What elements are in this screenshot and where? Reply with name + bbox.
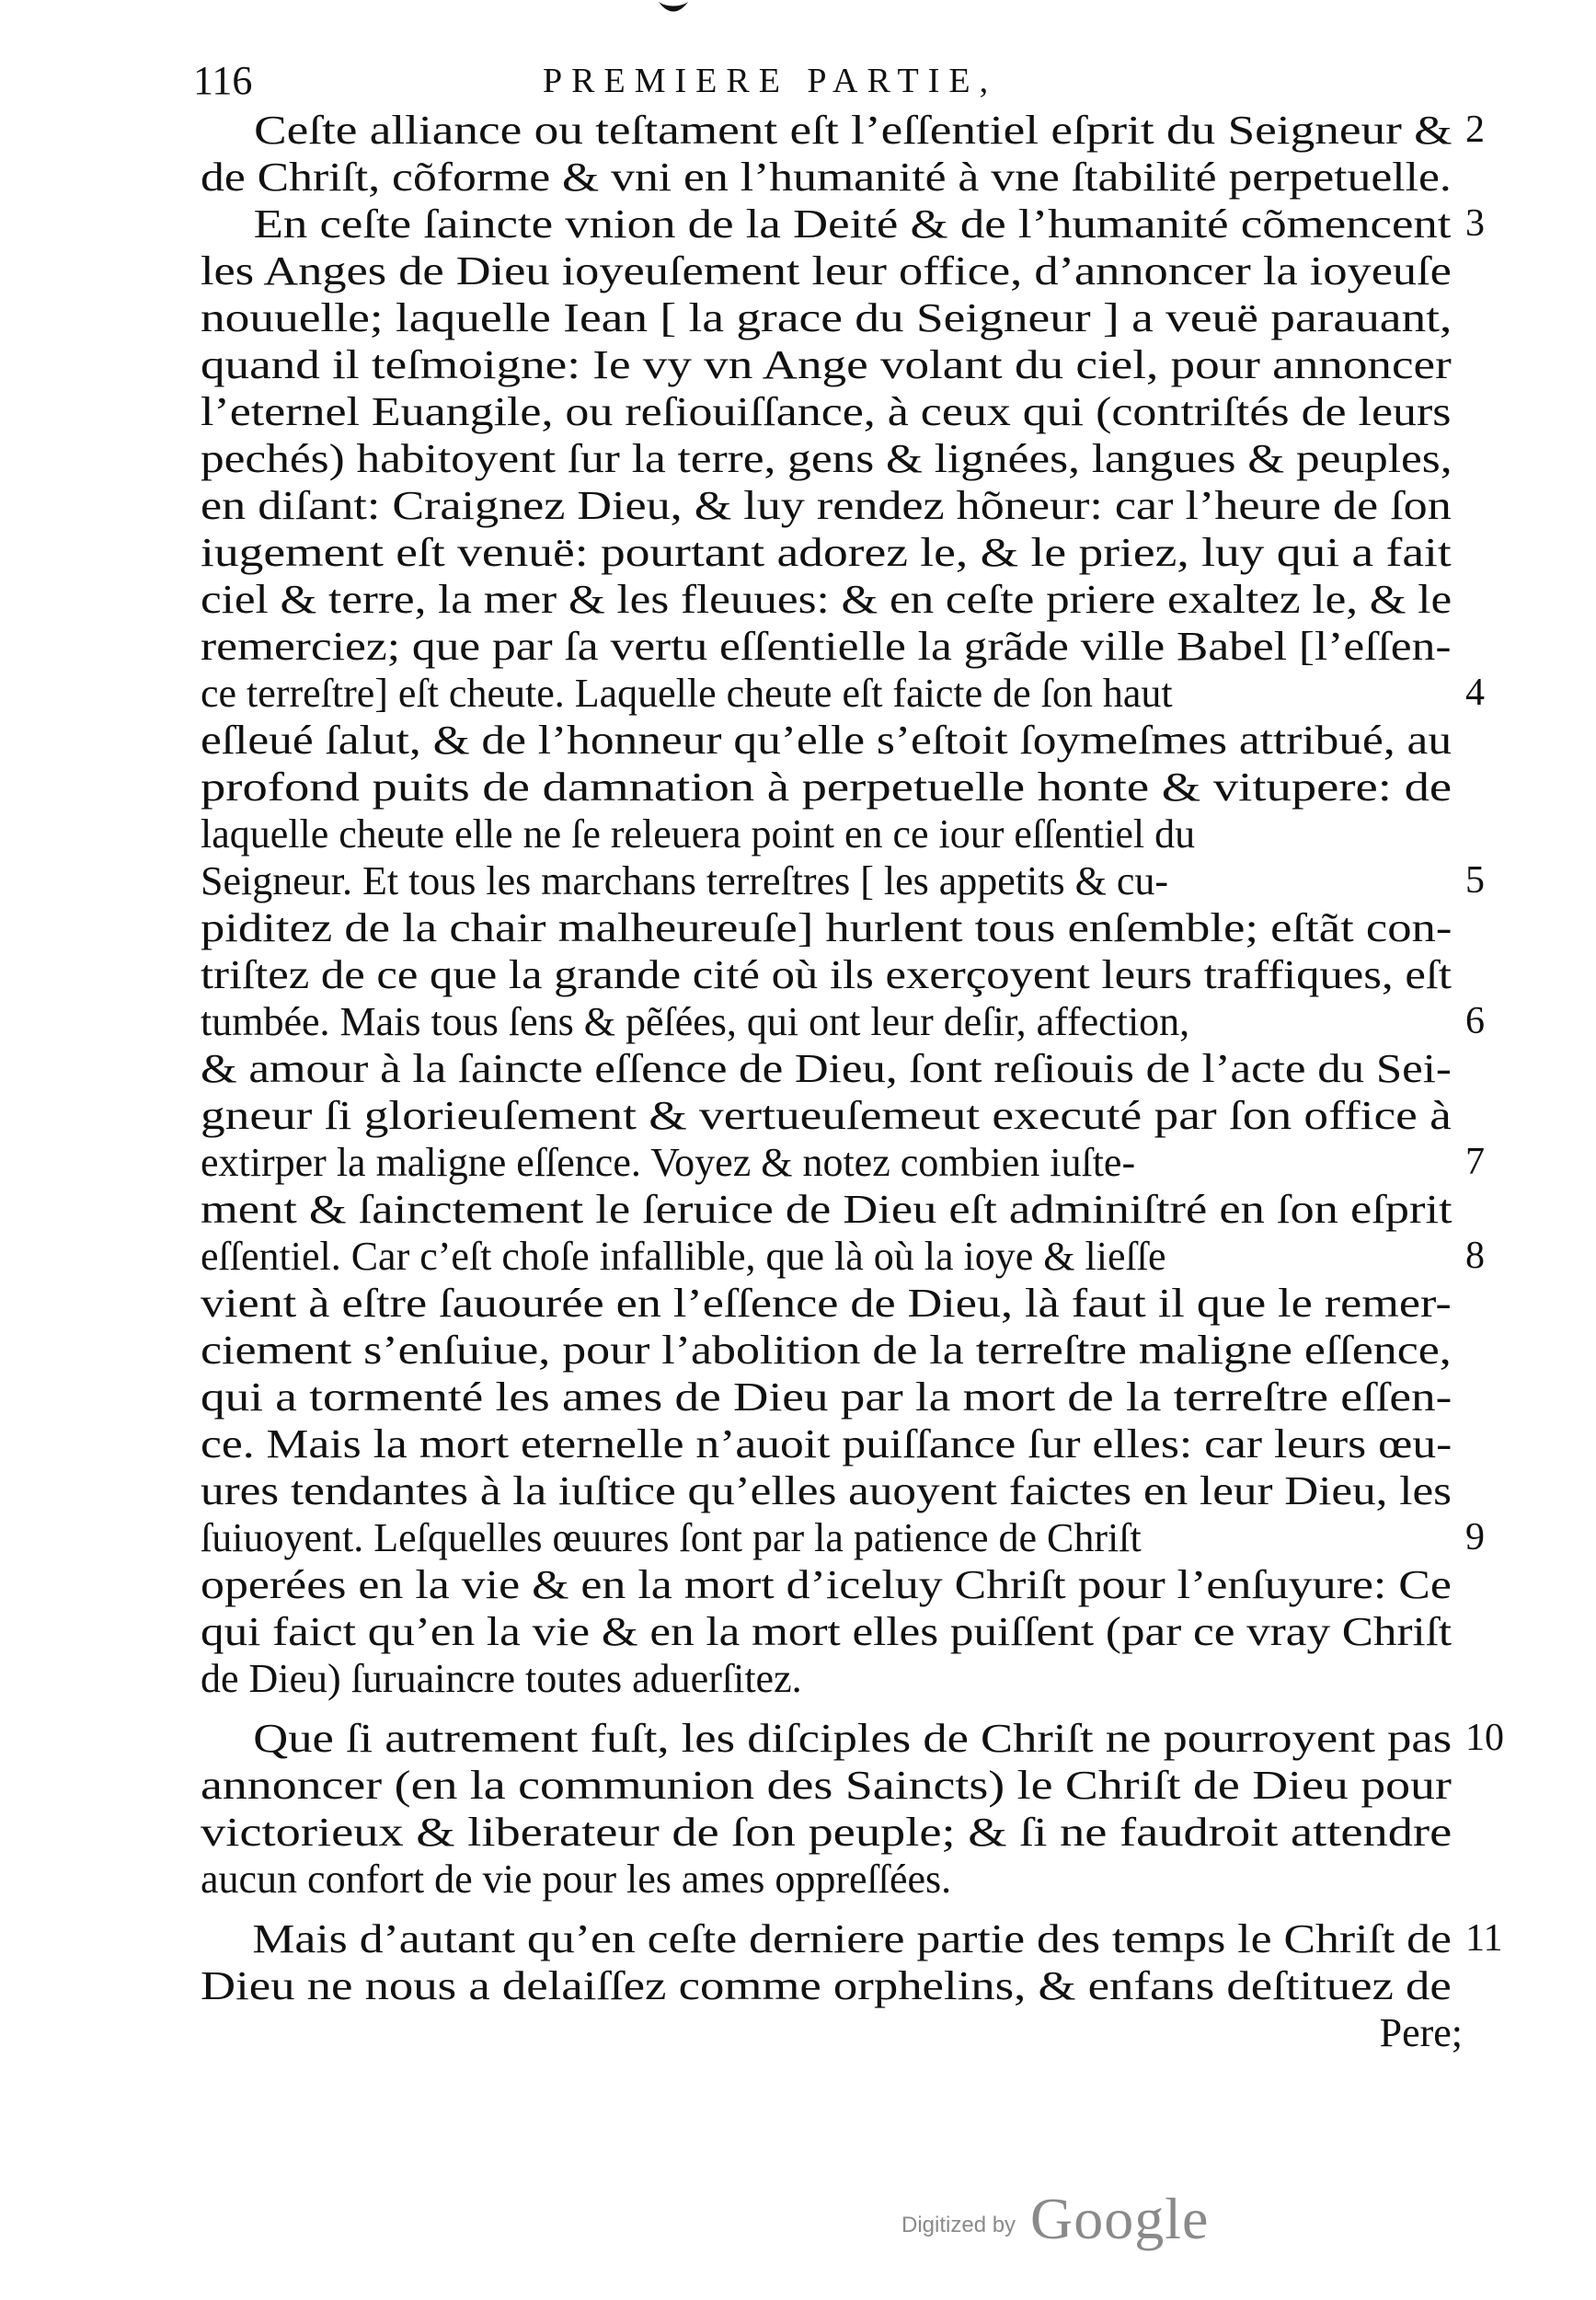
line-text: nouuelle; laquelle Iean [ la grace du Seigneur ] a veuë parauant, — [201, 295, 1452, 340]
digitized-by-label: Digitized by — [901, 2213, 1016, 2237]
text-line — [201, 154, 1463, 201]
line-text: gneur ſi glorieuſement & vertueuſemeut executé par ſon office à — [201, 1093, 1452, 1138]
text-line — [201, 1561, 1463, 1608]
google-logo: Google — [1030, 2186, 1210, 2251]
text-line — [201, 482, 1463, 529]
line-text: tumbée. Mais tous ſens & pẽſées, qui ont leur deſir, affection, — [201, 999, 1190, 1044]
body-text — [201, 107, 1504, 2056]
line-text: pechés) habitoyent ſur la terre, gens & lignées, langues & peuples, — [201, 436, 1452, 481]
verse-number: 4 — [1465, 672, 1485, 714]
text-line — [201, 951, 1463, 998]
running-header — [193, 53, 1481, 109]
line-text: Que ſi autrement fuſt, les diſciples de Chriſt ne pourroyent pas — [253, 1716, 1452, 1761]
text-line — [201, 1915, 1503, 1962]
fleuron-ornament — [655, 0, 692, 17]
text-line — [201, 904, 1463, 951]
text-line — [201, 857, 1485, 904]
text-line — [201, 1139, 1485, 1186]
verse-number: 9 — [1465, 1516, 1485, 1558]
verse-number: 11 — [1465, 1917, 1503, 1960]
line-text: quand il teſmoigne: Ie vy vn Ange volant du ciel, pour annoncer — [201, 342, 1452, 387]
line-text: ciel & terre, la mer & les fleuues: & en ceſte priere exaltez le, & le — [201, 577, 1452, 622]
verse-number: 6 — [1465, 1000, 1485, 1042]
text-line — [201, 529, 1463, 576]
text-line — [201, 717, 1463, 764]
verse-number: 2 — [1465, 109, 1485, 151]
text-line — [201, 1715, 1504, 1762]
text-line — [201, 435, 1463, 482]
line-text: laquelle cheute elle ne ſe releuera point en ce iour eſſentiel du — [201, 811, 1196, 857]
line-text: eſleué ſalut, & de l’honneur qu’elle s’eſtoit ſoymeſmes attribué, au — [201, 718, 1452, 763]
google-digitized-watermark — [901, 2185, 1288, 2259]
line-text: de Dieu) ſuruaincre toutes aduerſitez. — [201, 1656, 802, 1701]
text-line — [201, 670, 1485, 717]
text-line — [201, 107, 1485, 154]
text-line — [201, 294, 1463, 341]
text-line — [201, 1962, 1463, 2009]
text-line — [201, 576, 1463, 623]
paragraph-gap — [201, 1702, 1463, 1715]
text-line — [201, 1856, 1463, 1903]
verse-number: 7 — [1465, 1141, 1485, 1183]
text-line — [201, 1608, 1463, 1655]
text-line — [201, 341, 1463, 388]
verse-number: 8 — [1465, 1235, 1485, 1277]
line-text: triſtez de ce que la grande cité où ils exerçoyent leurs traffiques, eſt — [201, 952, 1452, 997]
line-text: aucun confort de vie pour les ames oppreſſées. — [201, 1857, 952, 1902]
line-text: iugement eſt venuë: pourtant adorez le, & le priez, luy qui a fait — [201, 530, 1452, 575]
text-line — [201, 811, 1463, 857]
text-line — [201, 1280, 1463, 1327]
line-text: les Anges de Dieu ioyeuſement leur office, d’annoncer la ioyeuſe — [201, 248, 1452, 293]
line-text: l’eternel Euangile, ou reſiouiſſance, à ceux qui (contriſtés de leurs — [201, 389, 1452, 434]
text-line — [201, 1327, 1463, 1374]
text-line — [201, 1186, 1463, 1233]
page-number: 116 — [193, 58, 253, 103]
text-line — [201, 1233, 1485, 1280]
line-text: Dieu ne nous a delaiſſez comme orphelins, & enfans deſtituez de — [201, 1963, 1452, 2008]
line-text: profond puits de damnation à perpetuelle honte & vitupere: de — [201, 765, 1452, 810]
paragraph-gap — [201, 1903, 1463, 1915]
text-line — [201, 1467, 1463, 1514]
line-text: ment & ſainctement le ſeruice de Dieu eſt adminiſtré en ſon eſprit — [201, 1187, 1452, 1232]
line-text: vient à eſtre ſauourée en l’eſſence de Dieu, là faut il que le remer- — [201, 1281, 1452, 1326]
line-text: qui faict qu’en la vie & en la mort elles puiſſent (par ce vray Chriſt — [201, 1609, 1452, 1654]
line-text: & amour à la ſaincte eſſence de Dieu, ſont reſiouis de l’acte du Sei- — [201, 1046, 1452, 1091]
line-text: de Chriſt, cõforme & vni en l’humanité à vne ſtabilité perpetuelle. — [201, 155, 1452, 200]
line-text: extirper la maligne eſſence. Voyez & notez combien iuſte- — [201, 1140, 1136, 1185]
line-text: Mais d’autant qu’en ceſte derniere partie des temps le Chriſt de — [252, 1916, 1452, 1961]
line-text: operées en la vie & en la mort d’iceluy Chriſt pour l’enſuyure: Ce — [201, 1562, 1452, 1607]
line-text: En ceſte ſaincte vnion de la Deité & de l’humanité cõmencent — [253, 201, 1452, 247]
line-text: Seigneur. Et tous les marchans terreſtres [ les appetits & cu- — [201, 858, 1169, 903]
verse-number: 3 — [1465, 202, 1485, 245]
line-text: piditez de la chair malheureuſe] hurlent tous enſemble; eſtãt con- — [201, 905, 1452, 950]
line-text: ce. Mais la mort eternelle n’auoit puiſſance ſur elles: car leurs œu- — [201, 1421, 1452, 1466]
text-line — [201, 1092, 1463, 1139]
verse-number: 10 — [1465, 1717, 1504, 1759]
line-text: ce terreſtre] eſt cheute. Laquelle cheute eſt faicte de ſon haut — [201, 671, 1173, 716]
text-line — [201, 1762, 1463, 1809]
line-text: eſſentiel. Car c’eſt choſe infallible, que là où la ioye & lieſſe — [201, 1234, 1166, 1279]
text-line — [201, 1045, 1463, 1092]
line-text: qui a tormenté les ames de Dieu par la mort de la terreſtre eſſen- — [201, 1374, 1452, 1420]
text-line — [201, 1420, 1463, 1467]
verse-number: 5 — [1465, 859, 1485, 902]
running-title: PREMIERE PARTIE, — [543, 62, 998, 100]
text-line — [201, 201, 1485, 247]
text-line — [201, 623, 1463, 670]
line-text: en diſant: Craignez Dieu, & luy rendez hõneur: car l’heure de ſon — [201, 483, 1452, 528]
line-text: ures tendantes à la iuſtice qu’elles auoyent faictes en leur Dieu, les — [201, 1468, 1452, 1513]
line-text: remerciez; que par ſa vertu eſſentielle la grãde ville Babel [l’eſſen- — [201, 624, 1452, 669]
catchword: Pere; — [1379, 2010, 1463, 2055]
line-text: annoncer (en la communion des Saincts) le Chriſt de Dieu pour — [201, 1763, 1452, 1808]
text-line — [201, 388, 1463, 435]
text-line — [201, 1374, 1463, 1420]
line-text: victorieux & liberateur de ſon peuple; & ſi ne faudroit attendre — [201, 1810, 1452, 1855]
line-text: Ceſte alliance ou teſtament eſt l’eſſentiel eſprit du Seigneur & — [254, 108, 1452, 153]
text-line — [201, 1809, 1463, 1856]
text-line — [201, 247, 1463, 294]
text-line — [201, 1655, 1463, 1702]
text-line — [201, 998, 1485, 1045]
text-line — [201, 764, 1463, 811]
line-text: ciement s’enſuiue, pour l’abolition de la terreſtre maligne eſſence, — [201, 1328, 1452, 1373]
line-text: ſuiuoyent. Leſquelles œuures ſont par la patience de Chriſt — [201, 1515, 1142, 1560]
text-line — [201, 1514, 1485, 1561]
